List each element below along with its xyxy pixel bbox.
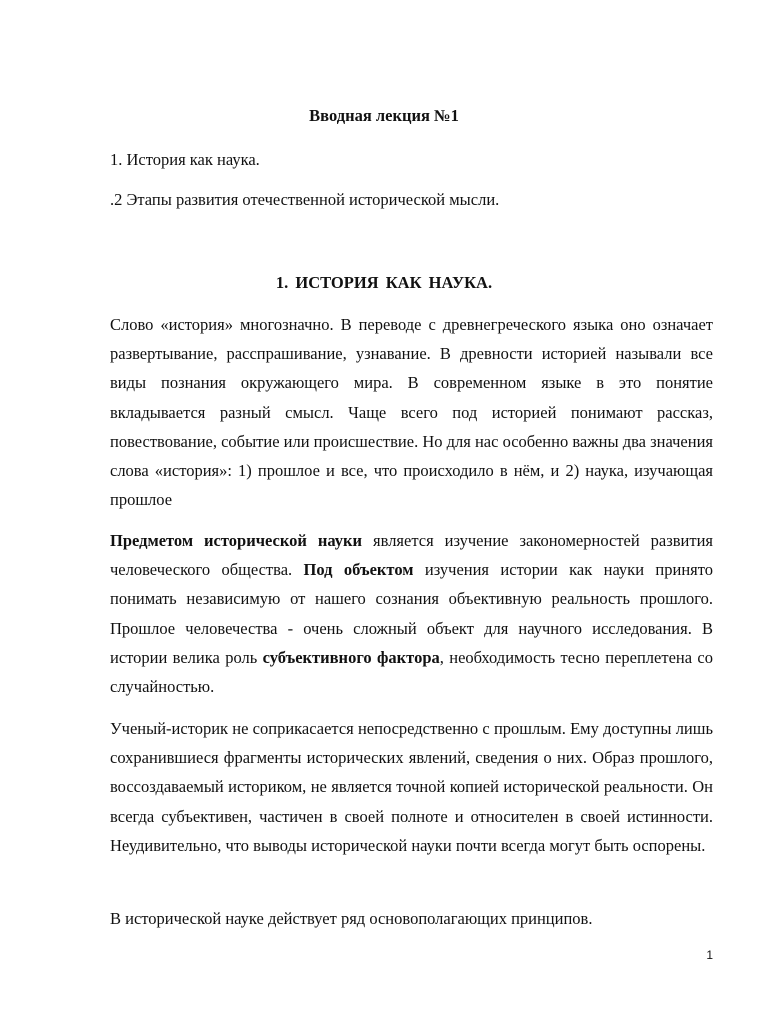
paragraph-principles: В исторической науке действует ряд основополагающих принципов. xyxy=(110,909,593,928)
bold-term-subject: Предметом исторической науки xyxy=(110,531,363,550)
paragraph-text-segment: изучения истории как науки принято понимать независимую от нашего сознания объективную реальность прошлого. Прошлое человечества - очень сложный объект для научного исследования. В истории велика роль xyxy=(110,560,713,667)
outline-item-1: 1. История как наука. xyxy=(110,150,260,169)
paragraph-text-segment: , необходимость тесно переплетена со случайностью. xyxy=(110,647,713,697)
paragraph-text-segment: является изучение закономерностей развития человеческого общества. xyxy=(110,531,713,580)
section-heading: 1. ИСТОРИЯ КАК НАУКА. xyxy=(275,273,493,292)
paragraph-history-meaning: Слово «история» многозначно. В переводе с древнегреческого языка оно означает развертывание, расспрашивание, узнавание. В древности историей называли все виды познания окружающего мира. В современном языке в это понятие вкладывается разный смысл. Чаще всего под историей понимают рассказ, повествование, событие или происшествие. Но для нас особенно важны два значения слова «история»: 1) прошлое и все, что происходило в нём, и 2) наука, изучающая прошлое xyxy=(110,315,713,510)
paragraph-subject-object xyxy=(110,526,713,701)
paragraph-historian: Ученый-историк не соприкасается непосредственно с прошлым. Ему доступны лишь сохранившиеся фрагменты исторических явлений, сведения о них. Образ прошлого, воссоздаваемый историком, не является точной копией исторической реальности. Он всегда субъективен, частичен в своей полноте и относителен в своей истинности. Неудивительно, что выводы исторической науки почти всегда могут быть оспорены. xyxy=(110,719,713,855)
page-number: 1 xyxy=(706,948,713,962)
outline-item-2: .2 Этапы развития отечественной исторической мысли. xyxy=(110,190,500,209)
bold-term-subjective-factor: субъективного фактора xyxy=(262,647,440,667)
lecture-title: Вводная лекция №1 xyxy=(309,106,459,125)
bold-term-object: Под объектом xyxy=(303,560,414,580)
